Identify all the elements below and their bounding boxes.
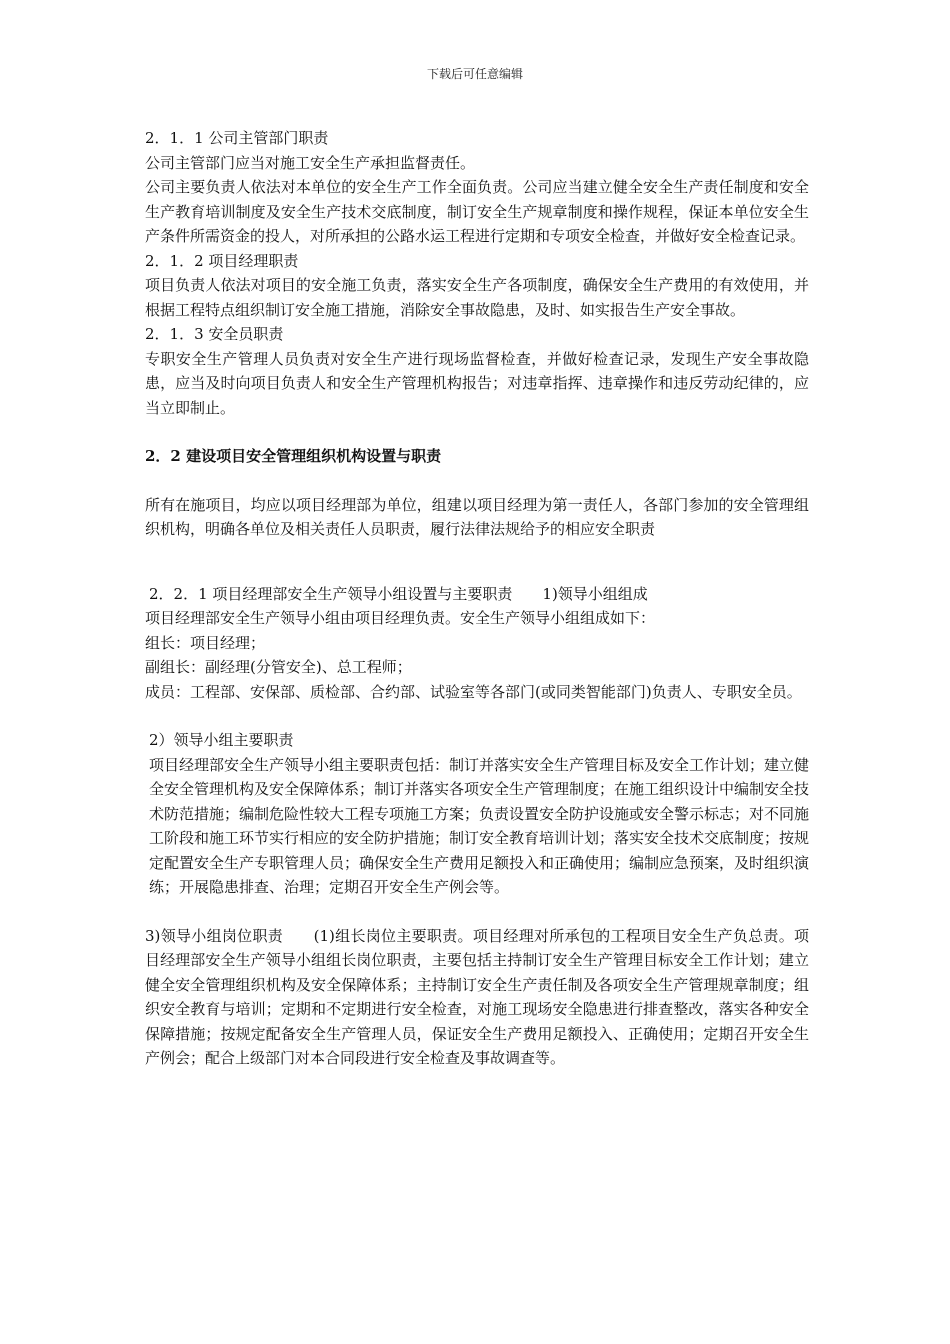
section-2-1-3-paragraph: 专职安全生产管理人员负责对安全生产进行现场监督检查，并做好检查记录，发现生产安全事故隐患，应当及时向项目负责人和安全生产管理机构报告；对违章指挥、违章操作和违反劳动纪律的，应当立即制止。	[145, 349, 809, 417]
section-2-1-1-paragraph-2: 公司主要负责人依法对本单位的安全生产工作全面负责。公司应当建立健全安全生产责任制度和安全生产教育培训制度及安全生产技术交底制度，制订安全生产规章制度和操作规程，保证本单位安全生产条件所需资金的投人，对所承担的公路水运工程进行定期和专项安全检查，并做好安全检查记录。	[145, 178, 809, 245]
section-2-2-1-title: 2．2．1 项目经理部安全生产领导小组设置与主要职责 1)领导小组组成	[149, 584, 648, 603]
section-2-1-1-title: 2．1．1 公司主管部门职责	[145, 129, 329, 147]
deputy-leader-line: 副组长：副经理(分管安全)、总工程师；	[145, 658, 412, 676]
page-header: 下载后可任意编辑	[426, 67, 523, 81]
group-position-duties-paragraph: 3)领导小组岗位职责 (1)组长岗位主要职责。项目经理对所承包的工程项目安全生产负总责。项目经理部安全生产领导小组组长岗位职责，主要包括主持制订安全生产管理目标安全工作计划；建立健全安全管理组织机构及安全保障体系；主持制订安全生产责任制及各项安全生产管理规章制度；组织安全教育与培训；定期和不定期进行安全检查，对施工现场安全隐患进行排查整改，落实各种安全保障措施；按规定配备安全生产管理人员，保证安全生产费用足额投入、正确使用；定期召开安全生产例会；配合上级部门对本合同段进行安全检查及事故调查等。	[145, 926, 809, 1067]
section-2-1-1-paragraph-1: 公司主管部门应当对施工安全生产承担监督责任。	[145, 153, 476, 172]
section-2-2-paragraph: 所有在施项目，均应以项目经理部为单位，组建以项目经理为第一责任人，各部门参加的安全管理组织机构，明确各单位及相关责任人员职责，履行法律法规给予的相应安全职责	[145, 495, 809, 538]
section-2-1-2-title: 2．1．2 项目经理职责	[145, 251, 299, 270]
members-line: 成员：工程部、安保部、质检部、合约部、试验室等各部门(或同类智能部门)负责人、专职安全员。	[145, 682, 802, 701]
document-body	[145, 126, 809, 1071]
group-duties-title: 2）领导小组主要职责	[149, 731, 294, 749]
section-2-1-2-paragraph: 项目负责人依法对项目的安全施工负责，落实安全生产各项制度，确保安全生产费用的有效使用，并根据工程特点组织制订安全施工措施，消除安全事故隐患，及时、如实报告生产安全事故。	[145, 276, 809, 319]
section-2-2-1-paragraph: 项目经理部安全生产领导小组由项目经理负责。安全生产领导小组组成如下：	[145, 609, 656, 627]
section-2-1-3-title: 2．1．3 安全员职责	[145, 325, 284, 343]
leader-line: 组长：项目经理；	[145, 633, 266, 652]
group-duties-paragraph: 项目经理部安全生产领导小组主要职责包括：制订并落实安全生产管理目标及安全工作计划；建立健全安全管理机构及安全保障体系；制订并落实各项安全生产管理制度；在施工组织设计中编制安全技术防范措施；编制危险性较大工程专项施工方案；负责设置安全防护设施或安全警示标志；对不同施工阶段和施工环节实行相应的安全防护措施；制订安全教育培训计划；落实安全技术交底制度；按规定配置安全生产专职管理人员；确保安全生产费用足额投入和正确使用；编制应急预案，及时组织演练；开展隐患排查、治理；定期召开安全生产例会等。	[149, 755, 810, 896]
section-2-2-title: 2．2 建设项目安全管理组织机构设置与职责	[145, 447, 442, 465]
